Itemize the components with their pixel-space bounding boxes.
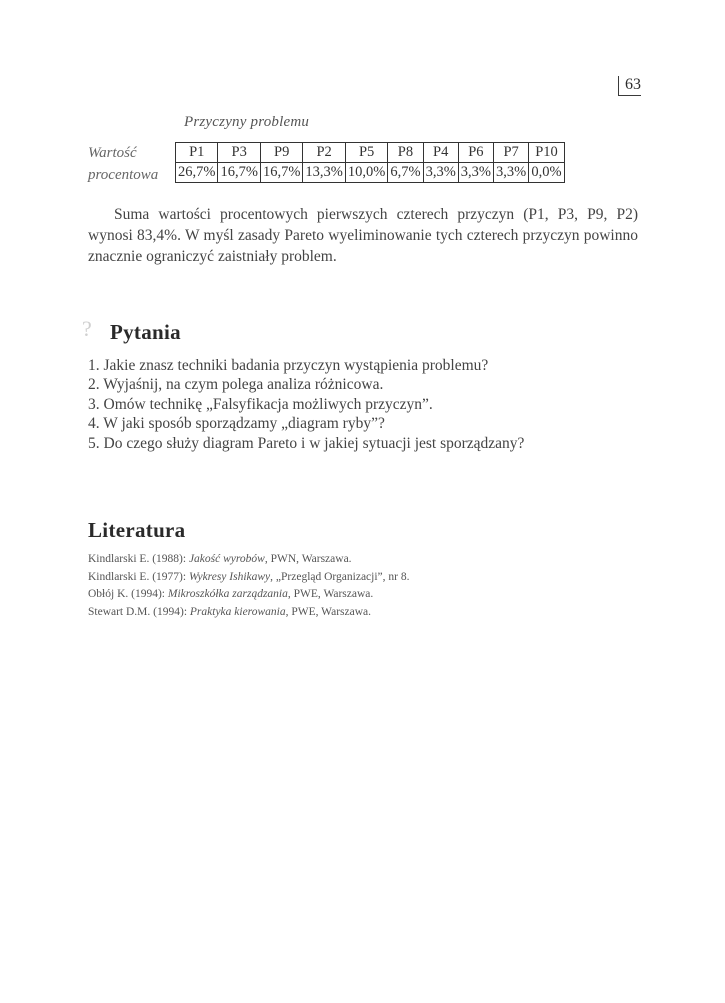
pareto-table <box>175 142 565 183</box>
literature-title: Praktyka kierowania <box>189 605 286 618</box>
literature-publisher: , PWE, Warszawa. <box>287 588 374 601</box>
literature-title: Jakość wyrobów <box>188 553 265 565</box>
header-cell: P9 <box>260 143 302 163</box>
header-cell: P7 <box>494 143 529 163</box>
header-cell: P1 <box>176 143 218 163</box>
header-cell: P5 <box>345 143 387 163</box>
value-cell: 10,0% <box>345 163 387 183</box>
question-item: 2. Wyjaśnij, na czym polega analiza różnicowa. <box>88 376 384 394</box>
literature-title: Mikroszkółka zarządzania <box>167 588 288 601</box>
table-row-label <box>88 142 158 186</box>
question-item: 3. Omów technikę „Falsyfikacja możliwych przyczyn”. <box>88 395 433 413</box>
literature-list <box>88 551 409 621</box>
literature-publisher: , „Przegląd Organizacji”, nr 8. <box>270 570 410 583</box>
literature-author: Stewart D.M. (1994): <box>88 605 190 618</box>
value-cell: 0,0% <box>529 163 565 183</box>
literature-author: Kindlarski E. (1988): <box>88 553 189 565</box>
header-cell: P2 <box>303 143 345 163</box>
literature-item <box>88 551 409 569</box>
row-label-line-1: Wartość <box>88 145 137 161</box>
literature-author: Kindlarski E. (1977): <box>88 570 189 583</box>
literature-item <box>88 569 409 587</box>
table-value-row <box>176 163 565 183</box>
literature-item <box>88 586 409 604</box>
value-cell: 16,7% <box>218 163 260 183</box>
question-item: 1. Jakie znasz techniki badania przyczyn wystąpienia problemu? <box>88 357 489 374</box>
value-cell: 16,7% <box>260 163 302 183</box>
literature-author: Obłój K. (1994): <box>88 588 168 601</box>
page-number: 63 <box>618 76 641 96</box>
value-cell: 6,7% <box>388 163 423 183</box>
literature-publisher: , PWN, Warszawa. <box>264 553 352 565</box>
pareto-conclusion-paragraph: Suma wartości procentowych pierwszych czterech przyczyn (P1, P3, P9, P2) wynosi 83,4%. W myśl zasady Pareto wyeliminowanie tych czterech przyczyn powinno znacznie ograniczyć zaistniały problem. <box>88 206 638 265</box>
header-cell: P6 <box>458 143 493 163</box>
row-label-line-2: procentowa <box>88 167 159 183</box>
value-cell: 3,3% <box>423 163 458 183</box>
questions-list <box>88 356 524 453</box>
header-cell: P10 <box>529 143 565 163</box>
literature-heading: Literatura <box>88 518 186 542</box>
value-cell: 3,3% <box>494 163 529 183</box>
value-cell: 13,3% <box>303 163 345 183</box>
question-item: 5. Do czego służy diagram Pareto i w jakiej sytuacji jest sporządzany? <box>88 434 525 452</box>
header-cell: P4 <box>423 143 458 163</box>
table-header-row <box>176 143 565 163</box>
value-cell: 26,7% <box>176 163 218 183</box>
questions-heading: Pytania <box>110 320 181 344</box>
question-mark-icon: ? <box>82 316 92 341</box>
literature-publisher: , PWE, Warszawa. <box>285 605 371 618</box>
literature-item <box>88 604 409 622</box>
header-cell: P8 <box>388 143 423 163</box>
literature-title: Wykresy Ishikawy <box>188 570 271 583</box>
question-item: 4. W jaki sposób sporządzamy „diagram ryby”? <box>88 415 385 433</box>
table-caption: Przyczyny problemu <box>184 114 310 130</box>
header-cell: P3 <box>218 143 260 163</box>
value-cell: 3,3% <box>458 163 493 183</box>
